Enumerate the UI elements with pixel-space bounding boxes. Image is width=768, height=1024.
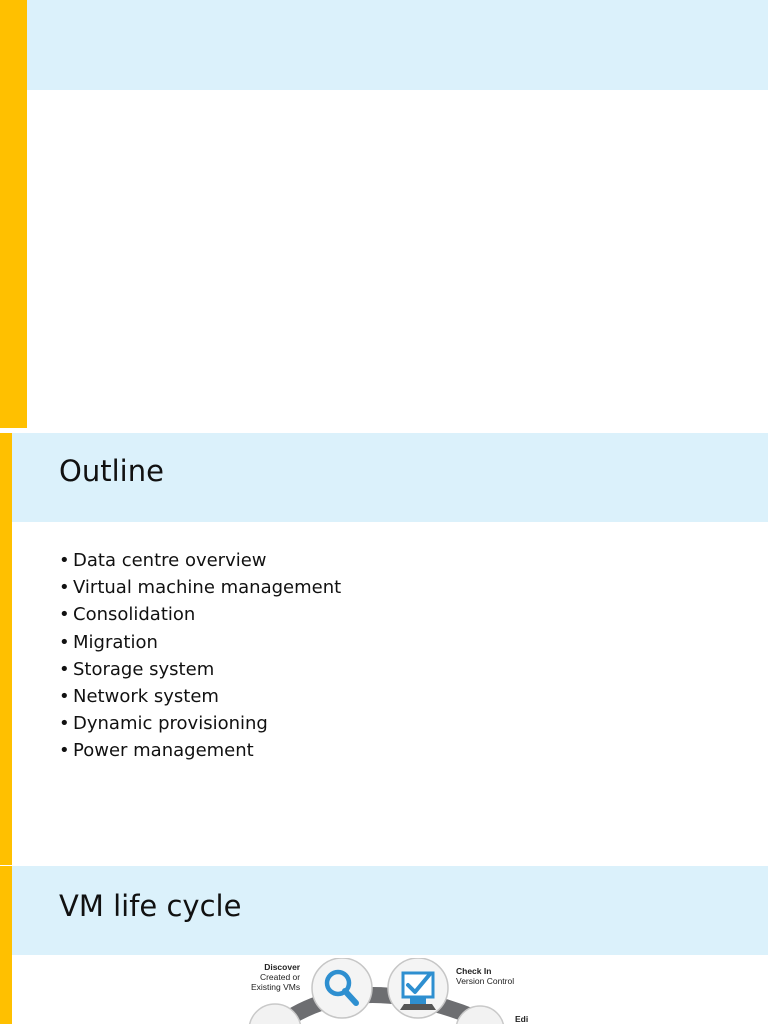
bullet-dot-icon: • bbox=[59, 631, 70, 653]
slide-title: VM life cycle bbox=[59, 889, 242, 923]
bullet-dot-icon: • bbox=[59, 685, 70, 707]
bullet-item: • Data centre overview bbox=[59, 547, 341, 574]
bullet-dot-icon: • bbox=[59, 604, 70, 626]
vm-lifecycle-diagram bbox=[240, 958, 560, 1024]
bullet-item: • Storage system bbox=[59, 656, 341, 683]
checkin-label: Check In Version Control bbox=[456, 966, 515, 986]
discover-label: Discover Created or Existing VMs bbox=[251, 962, 301, 992]
monitor-checkmark-icon bbox=[388, 958, 448, 1018]
bullet-item: • Migration bbox=[59, 629, 341, 656]
bullet-list bbox=[59, 547, 341, 765]
slide-accent-bar bbox=[0, 866, 12, 1024]
slide-title: Outline bbox=[59, 454, 164, 488]
bullet-item: • Dynamic provisioning bbox=[59, 710, 341, 737]
bullet-item: • Virtual machine management bbox=[59, 574, 341, 601]
bullet-dot-icon: • bbox=[59, 658, 70, 680]
bullet-item: • Network system bbox=[59, 683, 341, 710]
slide-2 bbox=[0, 433, 768, 865]
bullet-dot-icon: • bbox=[59, 550, 70, 571]
slide-accent-bar bbox=[0, 433, 12, 865]
bullet-item: • Consolidation bbox=[59, 601, 341, 628]
partial-stage-label: Edi bbox=[515, 1014, 529, 1024]
slide-accent-bar bbox=[0, 0, 27, 428]
bullet-dot-icon: • bbox=[59, 740, 70, 762]
bullet-dot-icon: • bbox=[59, 713, 70, 735]
bullet-dot-icon: • bbox=[59, 577, 70, 599]
bullet-item: • Power management bbox=[59, 737, 341, 764]
magnifier-icon bbox=[312, 958, 372, 1018]
slide-3 bbox=[0, 866, 768, 1024]
slide-header-band bbox=[27, 0, 768, 90]
slide-1 bbox=[0, 0, 768, 428]
